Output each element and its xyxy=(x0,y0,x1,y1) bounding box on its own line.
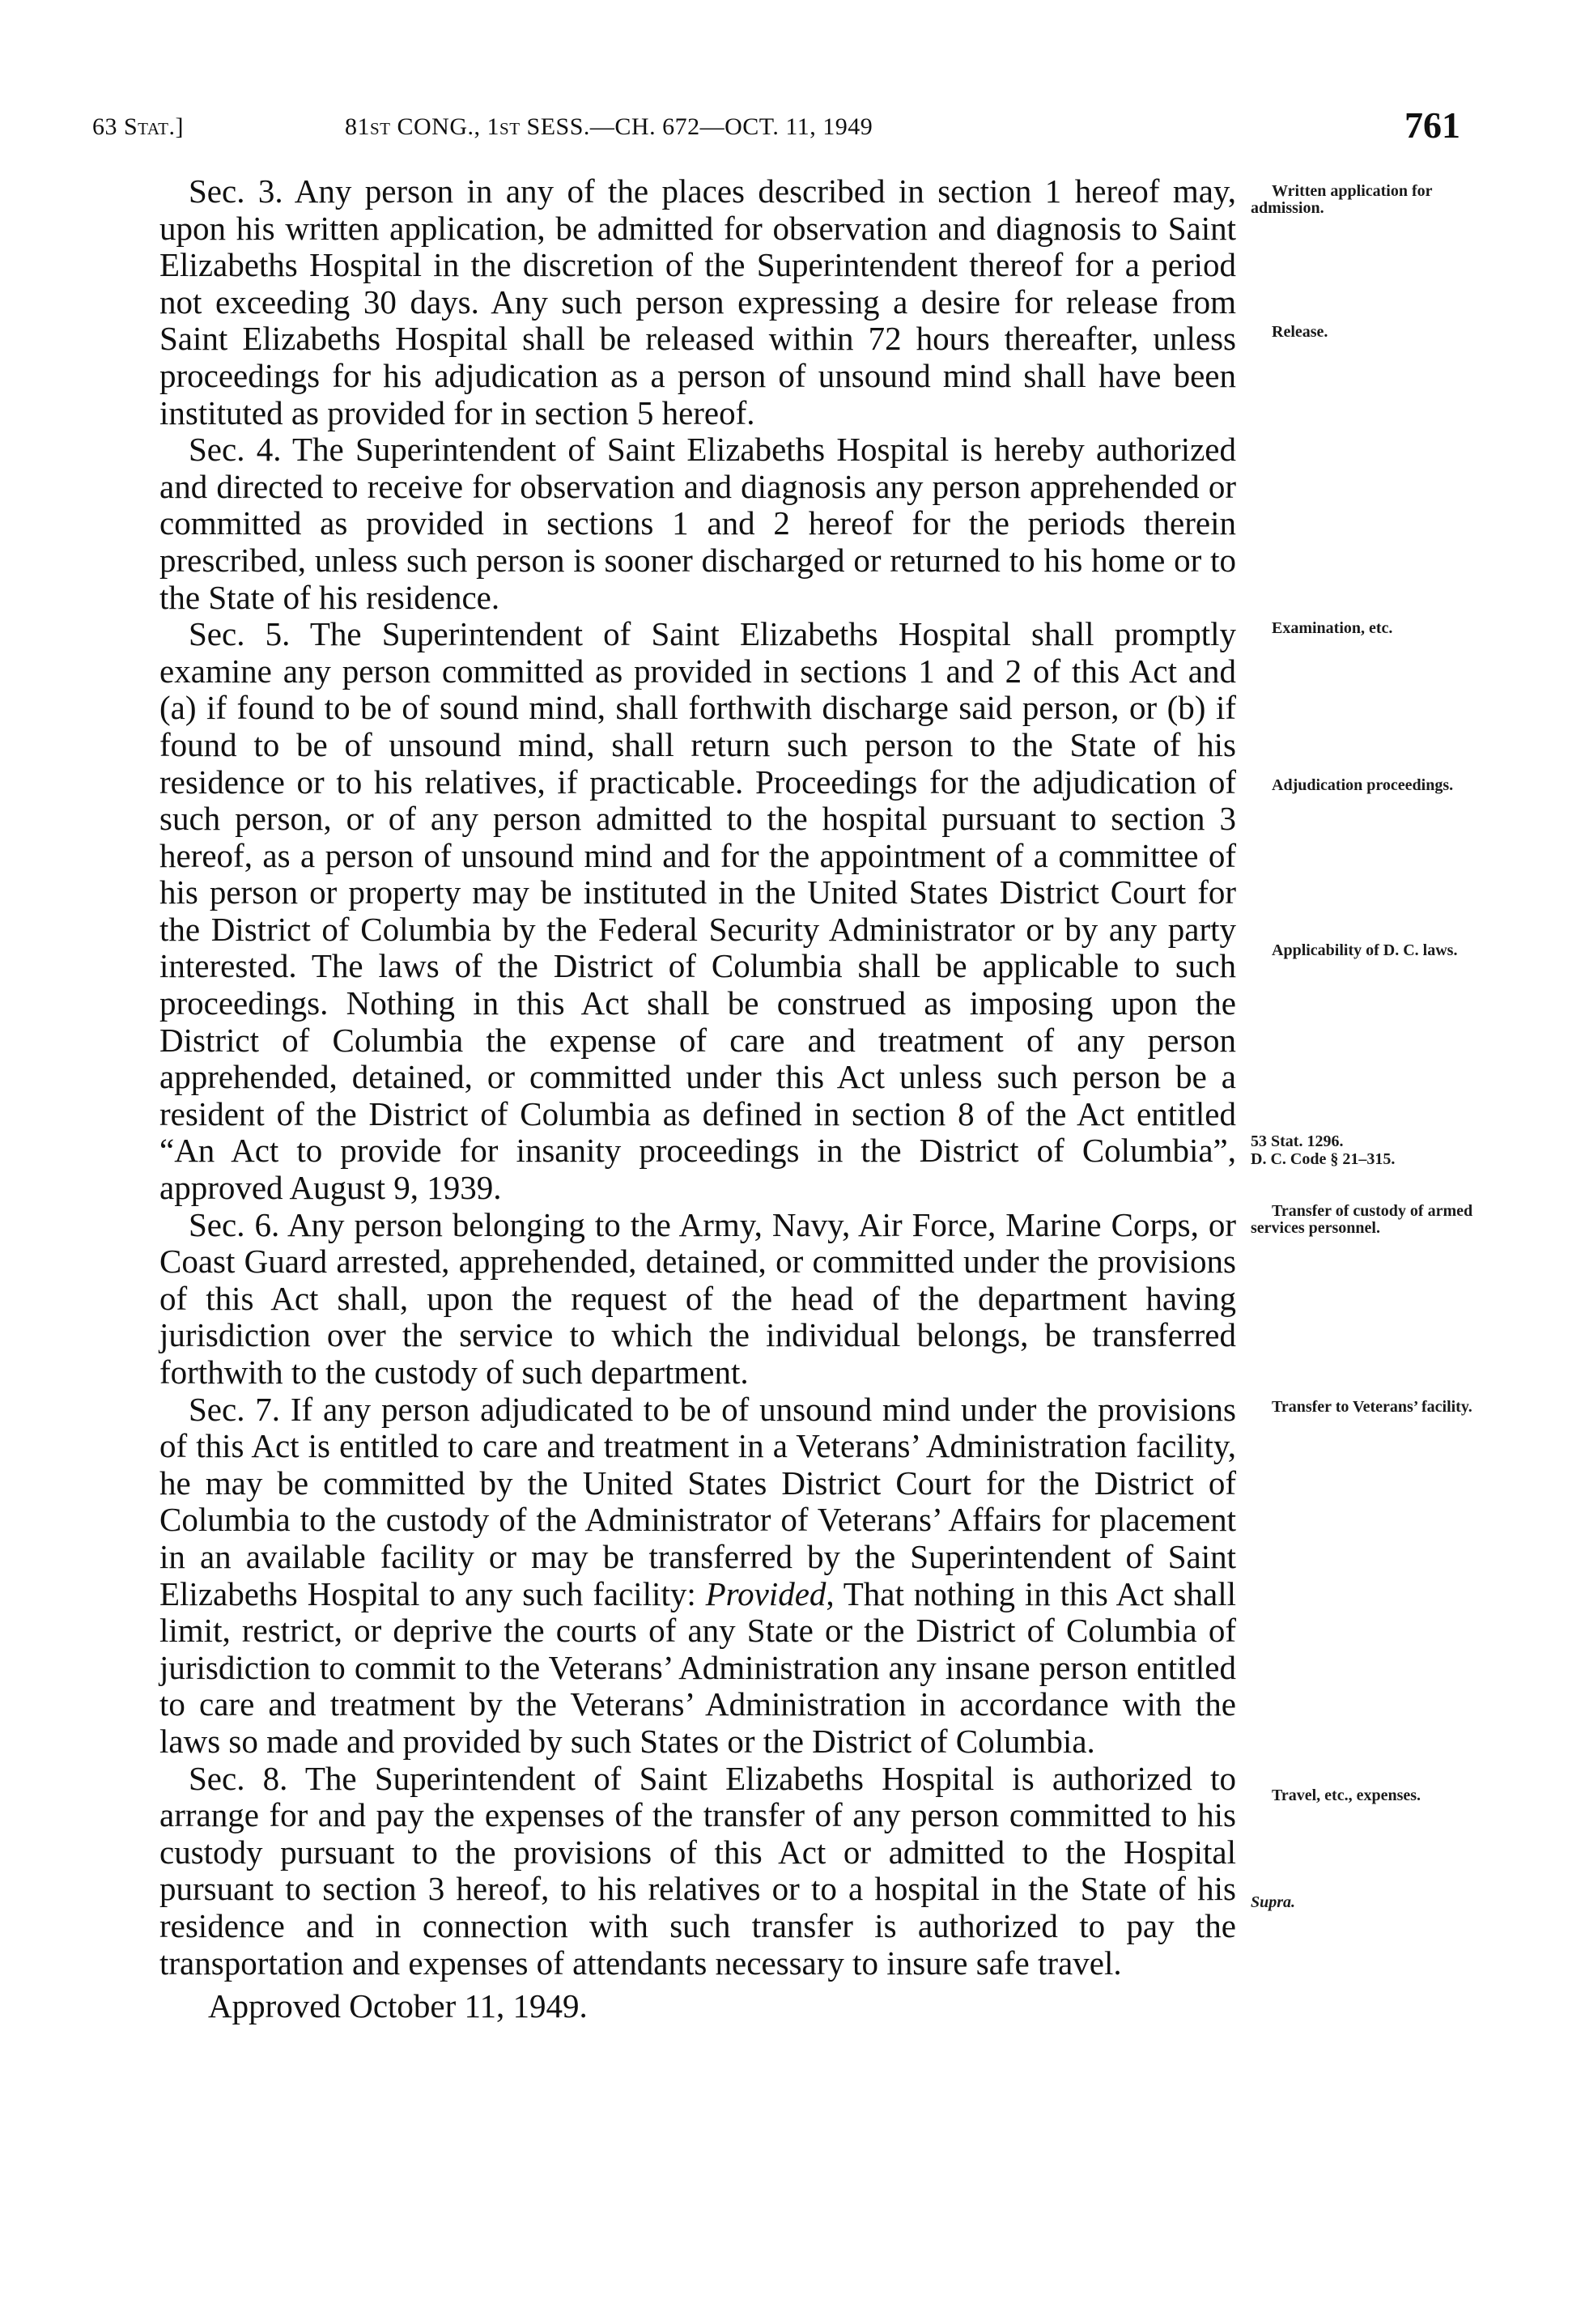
section-7-text-end: , That nothing in this Act shall limit, restrict, or deprive the courts of any State or the District of Columbia of jurisdiction to commit to the Veterans’ Administration any insane person entitled to care and treatment by the Veterans’ Administration in accordance with the laws so made and provided by such States or the District of Columbia. xyxy=(159,1574,1236,1760)
volume-reference: 63 Stat.] xyxy=(92,113,184,140)
margin-note-transfer-armed-services: Transfer of custody of armed services personnel. xyxy=(1251,1202,1473,1237)
section-5: Sec. 5. The Superintendent of Saint Elizabeths Hospital shall promptly examine any person committed as provided in sections 1 and 2 of this Act and (a) if found to be of sound mind, shall forthwith discharge said person, or (b) if found to be of unsound mind, shall return such person to the State of his residence or to his relatives, if practicable. Proceedings for the adjudication of such person, or of any person admitted to the hospital pursuant to section 3 hereof, as a person of unsound mind and for the appointment of a committee of his person or property may be instituted in the United States District Court for the District of Columbia by the Federal Security Administrator or by any party interested. The laws of the District of Columbia shall be applicable to such proceedings. Nothing in this Act shall be construed as imposing upon the District of Columbia the expense of care and treatment of any person apprehended, detained, or committed under this Act unless such person be a resident of the District of Columbia as defined in section 8 of the Act entitled “An Act to provide for insanity proceedings in the District of Columbia”, approved August 9, 1939. xyxy=(159,615,1236,1207)
section-3: Sec. 3. Any person in any of the places described in section 1 hereof may, upon his written application, be admitted for observation and diagnosis to Saint Elizabeths Hospital in the discretion of the Superintendent thereof for a period not exceeding 30 days. Any such person expressing a desire for release from Saint Elizabeths Hospital shall be released within 72 hours thereafter, unless proceedings for his adjudication as a person of unsound mind shall have been instituted as provided for in section 5 hereof. xyxy=(159,172,1236,431)
section-7-text-start: Sec. 7. If any person adjudicated to be of unsound mind under the provisions of this Act is entitled to care and treatment in a Veterans’ Administration facility, he may be committed by the United States District Court for the District of Columbia to the custody of the Administrator of Veterans’ Affairs for placement in an available facility or may be transferred by the Superintendent of Saint Elizabeths Hospital to any such facility: xyxy=(159,1390,1236,1612)
margin-note-examination: Examination, etc. xyxy=(1272,619,1393,637)
margin-note-supra: Supra. xyxy=(1251,1893,1296,1911)
page-number: 761 xyxy=(1404,104,1460,146)
margin-note-applicability: Applicability of D. C. laws. xyxy=(1272,941,1458,959)
margin-note-travel-expenses: Travel, etc., expenses. xyxy=(1272,1787,1421,1804)
provided-proviso: Provided xyxy=(705,1574,826,1612)
page-header xyxy=(92,104,1460,152)
session-chapter-date: 81st CONG., 1st SESS.—CH. 672—OCT. 11, 1949 xyxy=(345,113,873,140)
approval-date: Approved October 11, 1949. xyxy=(208,1987,588,2025)
margin-note-citation-code: D. C. Code § 21–315. xyxy=(1251,1150,1396,1168)
margin-note-citation-stat: 53 Stat. 1296. xyxy=(1251,1132,1344,1150)
margin-note-release: Release. xyxy=(1272,323,1328,341)
section-8: Sec. 8. The Superintendent of Saint Elizabeths Hospital is authorized to arrange for and pay the expenses of the transfer of any person committed to his custody pursuant to the provisions of this Act or admitted to the Hospital pursuant to section 3 hereof, to his relatives or to a hospital in the State of his residence and in connection with such transfer is authorized to pay the transportation and expenses of attendants necessary to insure safe travel. xyxy=(159,1759,1236,1982)
section-7 xyxy=(159,1391,1236,1761)
section-4: Sec. 4. The Superintendent of Saint Elizabeths Hospital is hereby authorized and directed to receive for observation and diagnosis any person apprehended or committed as provided in sections 1 and 2 hereof for the periods therein prescribed, unless such person is sooner discharged or returned to his home or to the State of his residence. xyxy=(159,431,1236,616)
margin-note-written-application: Written application for admission. xyxy=(1251,182,1433,217)
section-6: Sec. 6. Any person belonging to the Army, Navy, Air Force, Marine Corps, or Coast Guard arrested, apprehended, detained, or committed under the provisions of this Act shall, upon the request of the head of the department having jurisdiction over the service to which the individual belongs, be transferred forthwith to the custody of such department. xyxy=(159,1205,1236,1391)
margin-note-transfer-veterans: Transfer to Veterans’ facility. xyxy=(1272,1398,1472,1416)
statute-body xyxy=(159,173,1236,2025)
margin-note-adjudication: Adjudication proceedings. xyxy=(1272,776,1454,794)
